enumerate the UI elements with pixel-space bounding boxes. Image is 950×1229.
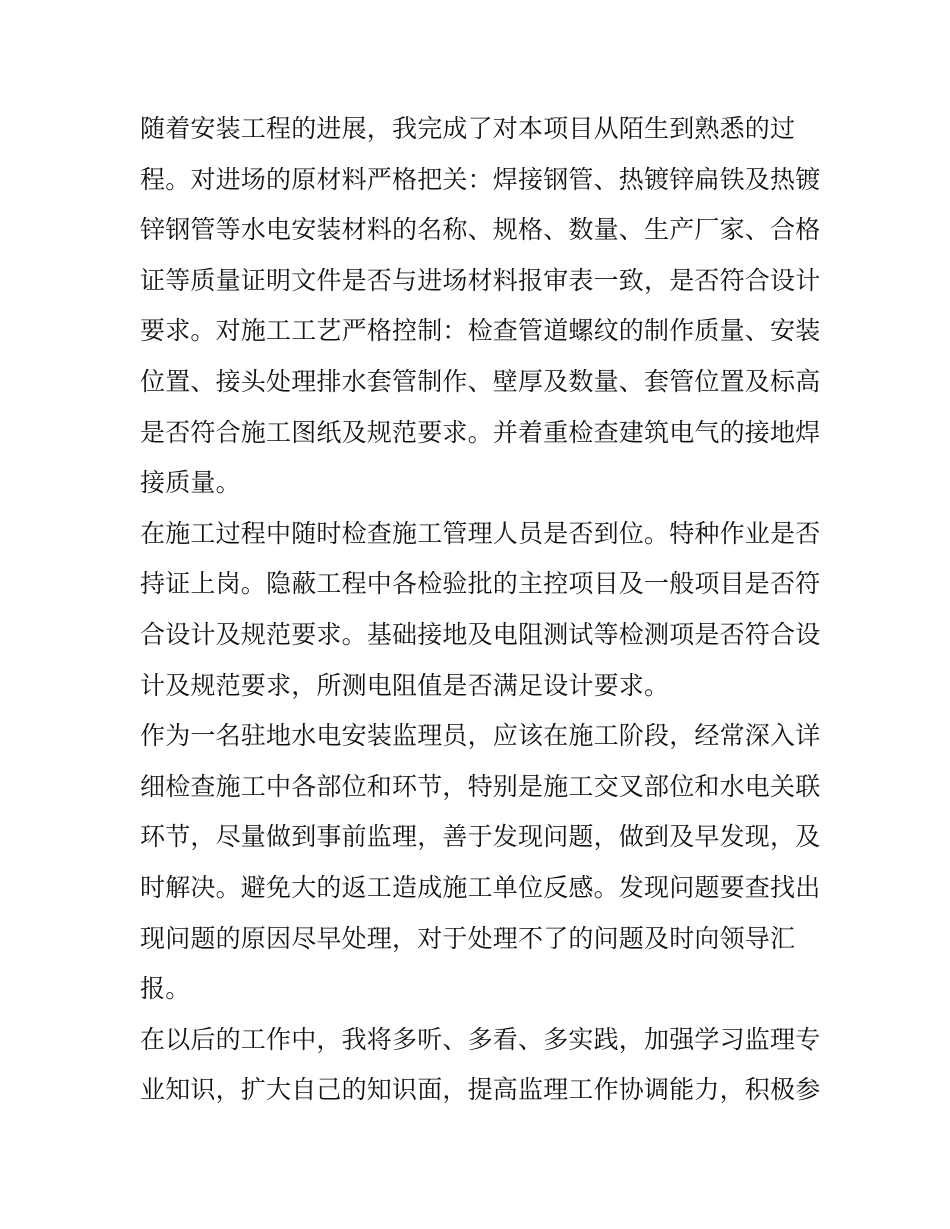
text-line: 细检查施工中各部位和环节，特别是施工交叉部位和水电关联 [140, 771, 821, 801]
text-line: 证等质量证明文件是否与进场材料报审表一致，是否符合设计 [140, 265, 821, 295]
text-line: 现问题的原因尽早处理，对于处理不了的问题及时向领导汇 [140, 923, 796, 953]
text-line: 业知识，扩大自己的知识面，提高监理工作协调能力，积极参 [140, 1075, 821, 1105]
text-line: 随着安装工程的进展，我完成了对本项目从陌生到熟悉的过 [140, 114, 796, 143]
text-line: 计及规范要求，所测电阻值是否满足设计要求。 [140, 670, 670, 700]
text-line: 报。 [140, 974, 191, 1004]
body-text [140, 104, 820, 1116]
text-line: 在施工过程中随时检查施工管理人员是否到位。特种作业是否 [140, 518, 821, 548]
text-line: 环节，尽量做到事前监理，善于发现问题，做到及早发现，及 [140, 822, 821, 852]
text-line: 接质量。 [140, 468, 241, 498]
text-line: 是否符合施工图纸及规范要求。并着重检查建筑电气的接地焊 [140, 417, 821, 447]
text-line: 要求。对施工工艺严格控制：检查管道螺纹的制作质量、安装 [140, 316, 821, 346]
text-line: 合设计及规范要求。基础接地及电阻测试等检测项是否符合设 [140, 619, 821, 649]
text-line: 持证上岗。隐蔽工程中各检验批的主控项目及一般项目是否符 [140, 569, 821, 599]
text-line: 时解决。避免大的返工造成施工单位反感。发现问题要查找出 [140, 872, 821, 902]
text-line: 在以后的工作中，我将多听、多看、多实践，加强学习监理专 [140, 1024, 821, 1054]
text-line: 锌钢管等水电安装材料的名称、规格、数量、生产厂家、合格 [140, 215, 821, 245]
text-line: 位置、接头处理排水套管制作、壁厚及数量、套管位置及标高 [140, 366, 821, 396]
text-line: 程。对进场的原材料严格把关：焊接钢管、热镀锌扁铁及热镀 [140, 164, 821, 194]
text-line: 作为一名驻地水电安装监理员，应该在施工阶段，经常深入详 [140, 721, 821, 751]
